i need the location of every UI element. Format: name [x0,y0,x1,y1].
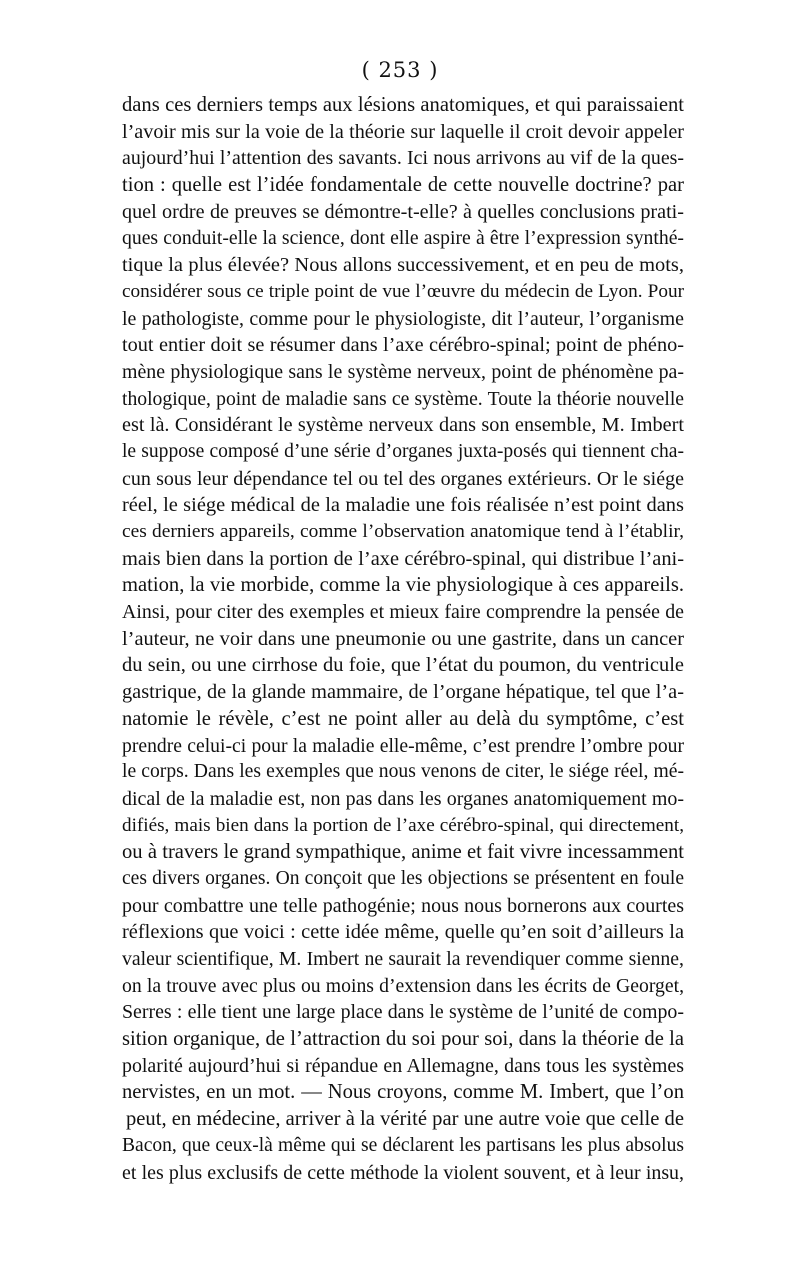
text-line: réel, le siége médical de la maladie une fois réalisée n’est point dans [122,494,684,517]
text-line: quel ordre de preuves se démontre-t-elle? à quelles conclusions prati- [122,200,684,223]
text-line: tique la plus élevée? Nous allons successivement, et en peu de mots, [122,254,684,277]
text-line: peut, en médecine, arriver à la vérité par une autre voie que celle de [126,1108,684,1131]
text-line: ces divers organes. On conçoit que les objections se présentent en foule [122,867,684,889]
text-line: aujourd’hui l’attention des savants. Ici nous arrivons au vif de la ques- [122,147,684,170]
text-line: considérer sous ce triple point de vue l’œuvre du médecin de Lyon. Pour [122,280,684,302]
text-line: dans ces derniers temps aux lésions anatomiques, et qui paraissaient [122,94,684,116]
text-line: cun sous leur dépendance tel ou tel des organes extérieurs. Or le siége [122,467,684,490]
text-line: ces derniers appareils, comme l’observation anatomique tend à l’établir, [122,521,684,542]
text-line: l’auteur, ne voir dans une pneumonie ou une gastrite, dans un cancer [122,627,684,650]
text-line: réflexions que voici : cette idée même, quelle qu’en soit d’ailleurs la [122,921,684,944]
text-line: natomie le révèle, c’est ne point aller au delà du symptôme, c’est [122,707,684,730]
text-line: tion : quelle est l’idée fondamentale de cette nouvelle doctrine? par [122,174,684,197]
text-line: Ainsi, pour citer des exemples et mieux faire comprendre la pensée de [122,601,684,624]
text-line: difiés, mais bien dans la portion de l’axe cérébro-spinal, qui directement, [122,814,684,836]
text-line: mène physiologique sans le système nerveux, point de phénomène pa- [122,360,684,383]
text-line: pour combattre une telle pathogénie; nous nous bornerons aux courtes [122,894,684,917]
body-text [122,92,684,1186]
text-line: polarité aujourd’hui si répandue en Allemagne, dans tous les systèmes [122,1054,684,1077]
text-line: le corps. Dans les exemples que nous venons de citer, le siége réel, mé- [122,761,684,783]
text-line: Serres : elle tient une large place dans le système de l’unité de compo- [122,1001,684,1024]
text-line: on la trouve avec plus ou moins d’extension dans les écrits de Georget, [122,974,684,997]
page-number: ( 253 ) [361,58,439,82]
text-line: sition organique, de l’attraction du soi pour soi, dans la théorie de la [122,1028,684,1051]
text-line: et les plus exclusifs de cette méthode la violent souvent, et à leur insu, [122,1161,684,1184]
text-line: ou à travers le grand sympathique, anime et fait vivre incessamment [122,841,684,864]
text-line: mation, la vie morbide, comme la vie physiologique à ces appareils. [122,574,684,597]
text-line: ques conduit-elle la science, dont elle aspire à être l’expression synthé- [122,227,684,250]
text-line: dical de la maladie est, non pas dans les organes anatomiquement mo- [122,787,684,810]
text-line: prendre celui-ci pour la maladie elle-même, c’est prendre l’ombre pour [122,734,684,757]
text-line: valeur scientifique, M. Imbert ne saurait la revendiquer comme sienne, [122,948,684,970]
text-line: le pathologiste, comme pour le physiologiste, dit l’auteur, l’organisme [122,307,684,330]
text-line: l’avoir mis sur la voie de la théorie sur laquelle il croit devoir appeler [122,120,684,143]
text-line: est là. Considérant le système nerveux dans son ensemble, M. Imbert [122,414,684,437]
text-line: Bacon, que ceux-là même qui se déclarent les partisans les plus absolus [122,1134,684,1156]
text-line: mais bien dans la portion de l’axe cérébro-spinal, qui distribue l’ani- [122,547,684,570]
text-line: du sein, ou une cirrhose du foie, que l’état du poumon, du ventricule [122,654,684,677]
text-line: tout entier doit se résumer dans l’axe cérébro-spinal; point de phéno- [122,334,684,357]
text-line: le suppose composé d’une série d’organes juxta-posés qui tiennent cha- [122,440,684,462]
text-line: thologique, point de maladie sans ce système. Toute la théorie nouvelle [122,387,684,410]
text-line: nervistes, en un mot. — Nous croyons, comme M. Imbert, que l’on [122,1081,684,1104]
text-line: gastrique, de la glande mammaire, de l’organe hépatique, tel que l’a- [122,681,684,704]
